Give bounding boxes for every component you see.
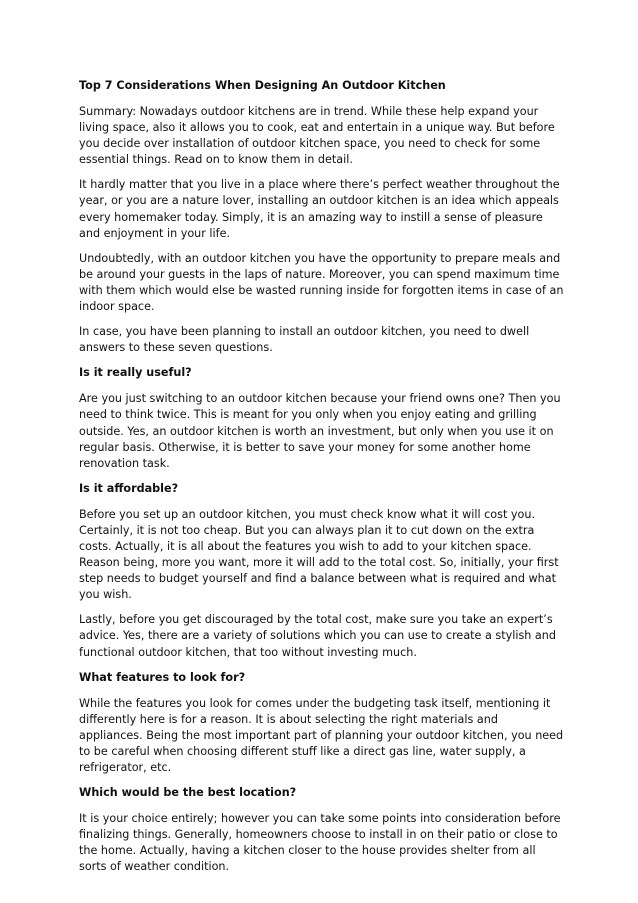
section-paragraph: Lastly, before you get discouraged by the total cost, make sure you take an expert’s advice. Yes, there are a variety of solutions which you can use to create a stylish and functional outdoor kitchen, that too without investing much. (79, 613, 556, 659)
intro-paragraph: Undoubtedly, with an outdoor kitchen you have the opportunity to prepare meals and be around your guests in the laps of nature. Moreover, you can spend maximum time with them which would else be wasted running inside for forgotten items in case of an indoor space. (79, 251, 564, 314)
section-heading-useful: Is it really useful? (79, 366, 192, 380)
section-heading-location: Which would be the best location? (79, 786, 297, 800)
intro-paragraph: It hardly matter that you live in a place where there’s perfect weather throughout the year, or you are a nature lover, installing an outdoor kitchen is an idea which appeals every homemaker today. Simply, it is an amazing way to instill a sense of pleasure and enjoyment in your life. (79, 178, 560, 240)
intro-paragraph: In case, you have been planning to install an outdoor kitchen, you need to dwell answers to these seven questions. (79, 325, 530, 355)
section-heading-features: What features to look for? (79, 670, 246, 684)
section-heading-affordable: Is it affordable? (79, 481, 179, 495)
document-title: Top 7 Considerations When Designing An Outdoor Kitchen (79, 79, 446, 92)
summary-paragraph: Summary: Nowadays outdoor kitchens are in trend. While these help expand your living space, also it allows you to cook, eat and entertain in a unique way. But before you decide over installation of outdoor kitchen space, you need to check for some essential things. Read on to know them in detail. (79, 105, 555, 167)
section-paragraph: It is your choice entirely; however you can take some points into consideration before finalizing things. Generally, homeowners choose to install in on their patio or close to the home. Actually, having a kitchen closer to the house provides shelter from all sorts of weather condition. (79, 812, 561, 874)
section-paragraph: Are you just switching to an outdoor kitchen because your friend owns one? Then you need to think twice. This is meant for you only when you enjoy eating and grilling outside. Yes, an outdoor kitchen is worth an investment, but only when you use it on regular basis. Otherwise, it is better to save your money for some another home renovation task. (79, 392, 561, 470)
section-paragraph: Before you set up an outdoor kitchen, you must check know what it will cost you. Certainly, it is not too cheap. But you can always plan it to cut down on the extra costs. Actually, it is all about the features you wish to add to your kitchen space. Reason being, more you want, more it will add to the total cost. So, initially, your first step needs to budget yourself and find a balance between what is required and what you wish. (79, 507, 559, 602)
section-paragraph: While the features you look for comes under the budgeting task itself, mentioning it differently here is for a reason. It is about selecting the right materials and appliances. Being the most important part of planning your outdoor kitchen, you need to be careful when choosing different stuff like a direct gas line, water supply, a refrigerator, etc. (79, 696, 564, 774)
document-page (79, 78, 565, 884)
